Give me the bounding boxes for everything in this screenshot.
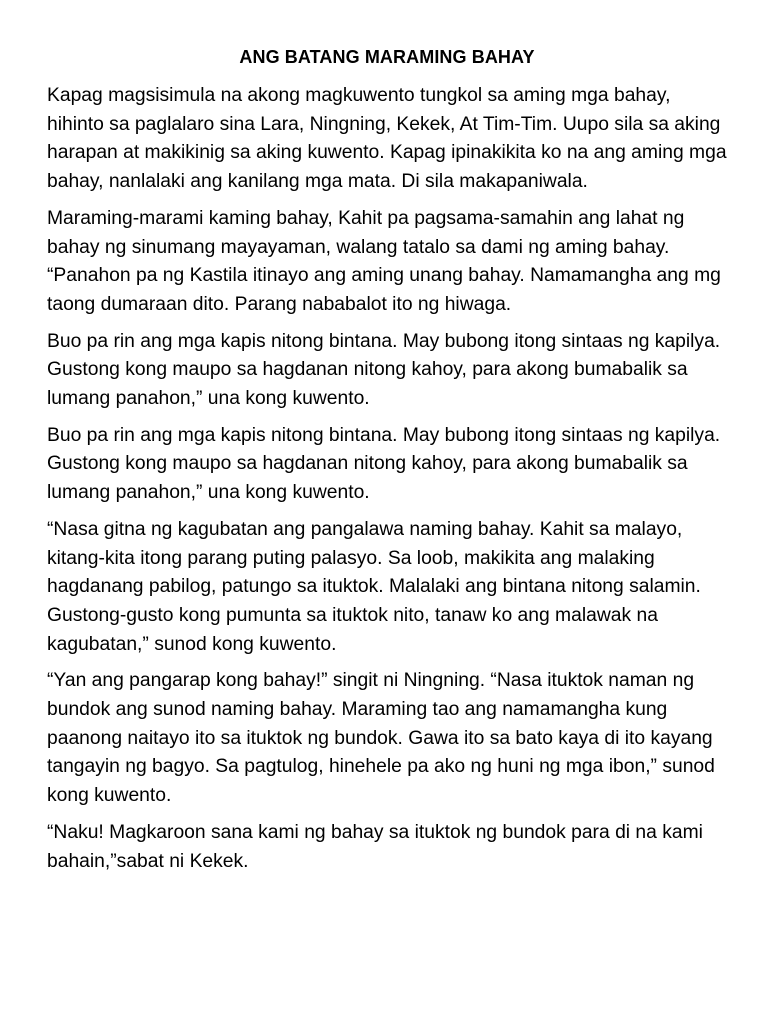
paragraph: “Naku! Magkaroon sana kami ng bahay sa ituktok ng bundok para di na kami bahain,”sabat ni Kekek.: [47, 821, 703, 872]
paragraph: “Nasa gitna ng kagubatan ang pangalawa naming bahay. Kahit sa malayo, kitang-kita itong parang puting palasyo. Sa loob, makikita ang malaking hagdanang pabilog, patungo sa ituktok. Malalaki ang bintana nitong salamin. Gustong-gusto kong pumunta sa ituktok nito, tanaw ko ang malawak na kagubatan,” sunod kong kuwento.: [47, 518, 701, 655]
paragraph: “Yan ang pangarap kong bahay!” singit ni Ningning. “Nasa ituktok naman ng bundok ang sunod naming bahay. Maraming tao ang namamangha kung paanong naitayo ito sa ituktok ng bundok. Gawa ito sa bato kaya di ito kayang tangayin ng bagyo. Sa pagtulog, hinehele pa ako ng huni ng mga ibon,” sunod kong kuwento.: [47, 670, 715, 807]
paragraph: Maraming-marami kaming bahay, Kahit pa pagsama-samahin ang lahat ng bahay ng sinumang mayayaman, walang tatalo sa dami ng aming bahay. “Panahon pa ng Kastila itinayo ang aming unang bahay. Namamangha ang mg taong dumaraan dito. Parang nababalot ito ng hiwaga.: [47, 207, 721, 315]
paragraph: Buo pa rin ang mga kapis nitong bintana. May bubong itong sintaas ng kapilya. Gustong kong maupo sa hagdanan nitong kahoy, para akong bumabalik sa lumang panahon,” una kong kuwento.: [47, 330, 721, 410]
paragraph: Buo pa rin ang mga kapis nitong bintana. May bubong itong sintaas ng kapilya. Gustong kong maupo sa hagdanan nitong kahoy, para akong bumabalik sa lumang panahon,” una kong kuwento.: [47, 424, 721, 504]
paragraph: Kapag magsisimula na akong magkuwento tungkol sa aming mga bahay, hihinto sa paglalaro sina Lara, Ningning, Kekek, At Tim-Tim. Uupo sila sa aking harapan at makikinig sa aking kuwento. Kapag ipinakikita ko na ang aming mga bahay, nanlalaki ang kanilang mga mata. Di sila makapaniwala.: [47, 85, 727, 193]
document-body: [47, 44, 727, 884]
document-title: ANG BATANG MARAMING BAHAY: [239, 47, 535, 67]
